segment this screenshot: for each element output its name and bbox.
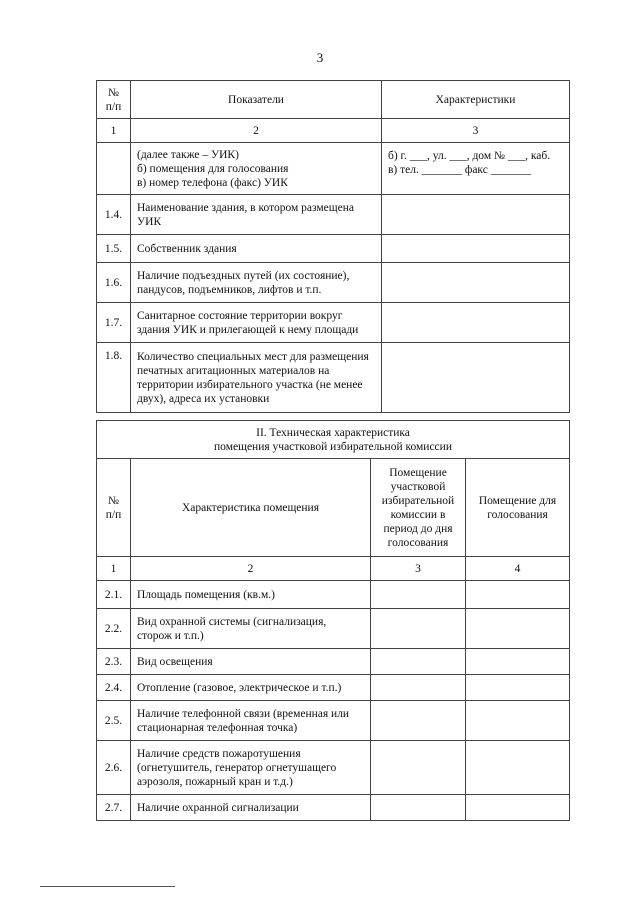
cell-commission <box>371 649 466 675</box>
table-header-row <box>97 459 570 557</box>
section-title-line: помещения участковой избирательной комиссии <box>214 440 452 453</box>
row-indicator: Собственник здания <box>131 235 382 263</box>
cell-voting <box>466 795 570 821</box>
cell-commission <box>371 581 466 609</box>
cell-voting <box>466 581 570 609</box>
row-value <box>382 263 570 303</box>
row-indicator: Количество специальных мест для размещения печатных агитационных материалов на территории избирательного участка (не менее двух), адреса их установки <box>131 343 382 413</box>
section-title-line: II. Техническая характеристика <box>256 426 410 439</box>
col-number: 2 <box>131 119 382 143</box>
col-number: 2 <box>131 557 371 581</box>
row-value <box>382 195 570 235</box>
cell-commission <box>371 701 466 741</box>
cell-commission <box>371 741 466 795</box>
header-voting-room: Помещение для голосования <box>466 459 570 557</box>
row-number: 1.4. <box>97 195 131 235</box>
section-title <box>97 421 570 459</box>
table-row <box>97 143 570 195</box>
row-name: Отопление (газовое, электрическое и т.п.) <box>131 675 371 701</box>
table-header-row <box>97 81 570 119</box>
row-name: Вид освещения <box>131 649 371 675</box>
row-name: Вид охранной системы (сигнализация, сторож и т.п.) <box>131 609 371 649</box>
col-number: 1 <box>97 119 131 143</box>
header-indicators: Показатели <box>131 81 382 119</box>
row-indicator <box>131 143 382 195</box>
header-commission-room: Помещение участковой избирательной комиссии в период до дня голосования <box>371 459 466 557</box>
table-row <box>97 235 570 263</box>
header-number: № п/п <box>97 81 131 119</box>
table-row <box>97 675 570 701</box>
row-indicator: Наименование здания, в котором размещена УИК <box>131 195 382 235</box>
row-indicator: Наличие подъездных путей (их состояние), пандусов, подъемников, лифтов и т.п. <box>131 263 382 303</box>
footnote-separator <box>40 886 175 887</box>
cell-voting <box>466 741 570 795</box>
col-number: 3 <box>382 119 570 143</box>
row-number: 2.2. <box>97 609 131 649</box>
table-row <box>97 303 570 343</box>
table-row <box>97 741 570 795</box>
table-row <box>97 343 570 413</box>
table-row <box>97 701 570 741</box>
table-row <box>97 649 570 675</box>
table-row <box>97 195 570 235</box>
table-row <box>97 263 570 303</box>
premises-table <box>96 420 570 821</box>
row-indicator: Санитарное состояние территории вокруг здания УИК и прилегающей к нему площади <box>131 303 382 343</box>
cell-voting <box>466 609 570 649</box>
value-line: б) г. ___, ул. ___, дом № ___, каб. <box>388 150 551 162</box>
page-number: 3 <box>316 50 324 65</box>
row-number: 2.5. <box>97 701 131 741</box>
row-value <box>382 343 570 413</box>
header-characteristics: Характеристики <box>382 81 570 119</box>
indicator-line: (далее также – УИК) <box>137 148 239 161</box>
value-line: в) тел. _______ факс _______ <box>388 164 531 176</box>
row-number: 2.4. <box>97 675 131 701</box>
indicator-line: б) помещения для голосования <box>137 162 289 175</box>
row-name: Наличие телефонной связи (временная или стационарная телефонная точка) <box>131 701 371 741</box>
cell-voting <box>466 701 570 741</box>
cell-commission <box>371 795 466 821</box>
row-value <box>382 143 570 195</box>
indicator-line: в) номер телефона (факс) УИК <box>137 176 288 189</box>
table-row <box>97 795 570 821</box>
col-number: 4 <box>466 557 570 581</box>
row-number: 2.1. <box>97 581 131 609</box>
row-number: 1.5. <box>97 235 131 263</box>
row-number: 2.3. <box>97 649 131 675</box>
row-number: 1.8. <box>97 343 131 413</box>
table-row <box>97 581 570 609</box>
table-number-row <box>97 119 570 143</box>
row-number <box>97 143 131 195</box>
cell-commission <box>371 609 466 649</box>
indicators-table <box>96 80 570 413</box>
row-name: Наличие охранной сигнализации <box>131 795 371 821</box>
cell-voting <box>466 675 570 701</box>
row-number: 1.6. <box>97 263 131 303</box>
header-room-characteristic: Характеристика помещения <box>131 459 371 557</box>
cell-voting <box>466 649 570 675</box>
row-value <box>382 235 570 263</box>
row-number: 2.7. <box>97 795 131 821</box>
table-row <box>97 609 570 649</box>
table-number-row <box>97 557 570 581</box>
row-name: Площадь помещения (кв.м.) <box>131 581 371 609</box>
col-number: 3 <box>371 557 466 581</box>
row-value <box>382 303 570 343</box>
cell-commission <box>371 675 466 701</box>
row-name: Наличие средств пожаротушения (огнетушитель, генератор огнетушащего аэрозоля, пожарный кран и т.д.) <box>131 741 371 795</box>
row-number: 2.6. <box>97 741 131 795</box>
section-title-row <box>97 421 570 459</box>
col-number: 1 <box>97 557 131 581</box>
row-number: 1.7. <box>97 303 131 343</box>
header-number: № п/п <box>97 459 131 557</box>
